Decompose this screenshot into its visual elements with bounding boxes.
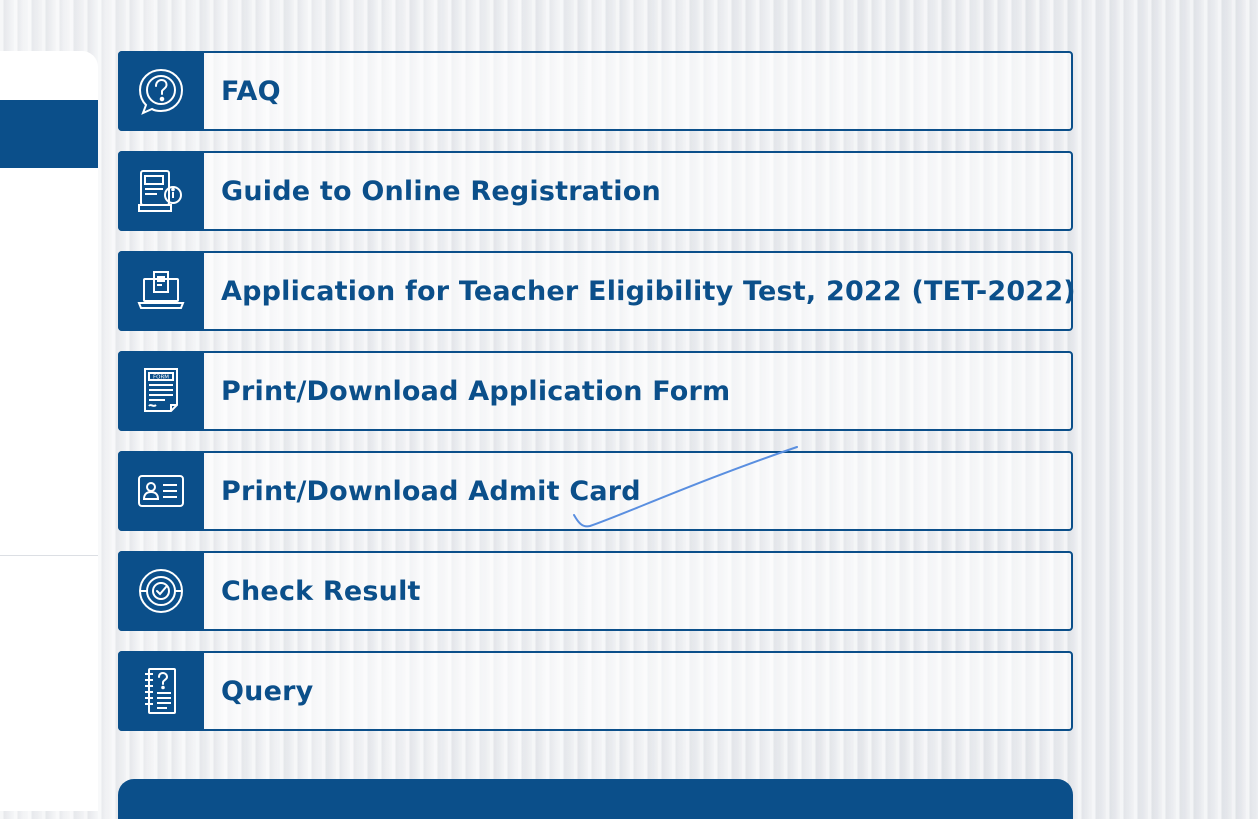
menu-item-tet-application[interactable] — [118, 251, 1076, 331]
svg-text:FORM: FORM — [152, 374, 170, 381]
left-sidebar-panel — [0, 51, 98, 811]
menu-item-label: Query — [221, 675, 314, 707]
menu-item-check-result[interactable] — [118, 551, 1073, 631]
services-menu — [118, 51, 1076, 751]
bottom-banner — [118, 779, 1073, 819]
menu-item-faq[interactable] — [118, 51, 1073, 131]
registration-guide-icon — [118, 151, 204, 231]
faq-question-bubble-icon — [118, 51, 204, 131]
sidebar-divider — [0, 555, 98, 556]
menu-item-label: Guide to Online Registration — [221, 175, 661, 207]
sidebar-active-item[interactable] — [0, 100, 98, 168]
menu-item-print-application-form[interactable] — [118, 351, 1073, 431]
menu-item-label: Print/Download Application Form — [221, 375, 731, 407]
menu-item-query[interactable] — [118, 651, 1073, 731]
form-document-icon — [118, 351, 204, 431]
menu-item-admit-card[interactable] — [118, 451, 1073, 531]
menu-item-label: Print/Download Admit Card — [221, 475, 641, 507]
menu-item-label: Application for Teacher Eligibility Test, 2022 (TET-2022) — [221, 275, 1076, 307]
laptop-application-icon — [118, 251, 204, 331]
admit-card-icon — [118, 451, 204, 531]
menu-item-registration-guide[interactable] — [118, 151, 1073, 231]
menu-item-label: Check Result — [221, 575, 421, 607]
result-check-icon — [118, 551, 204, 631]
query-notebook-icon — [118, 651, 204, 731]
menu-item-label: FAQ — [221, 75, 281, 107]
